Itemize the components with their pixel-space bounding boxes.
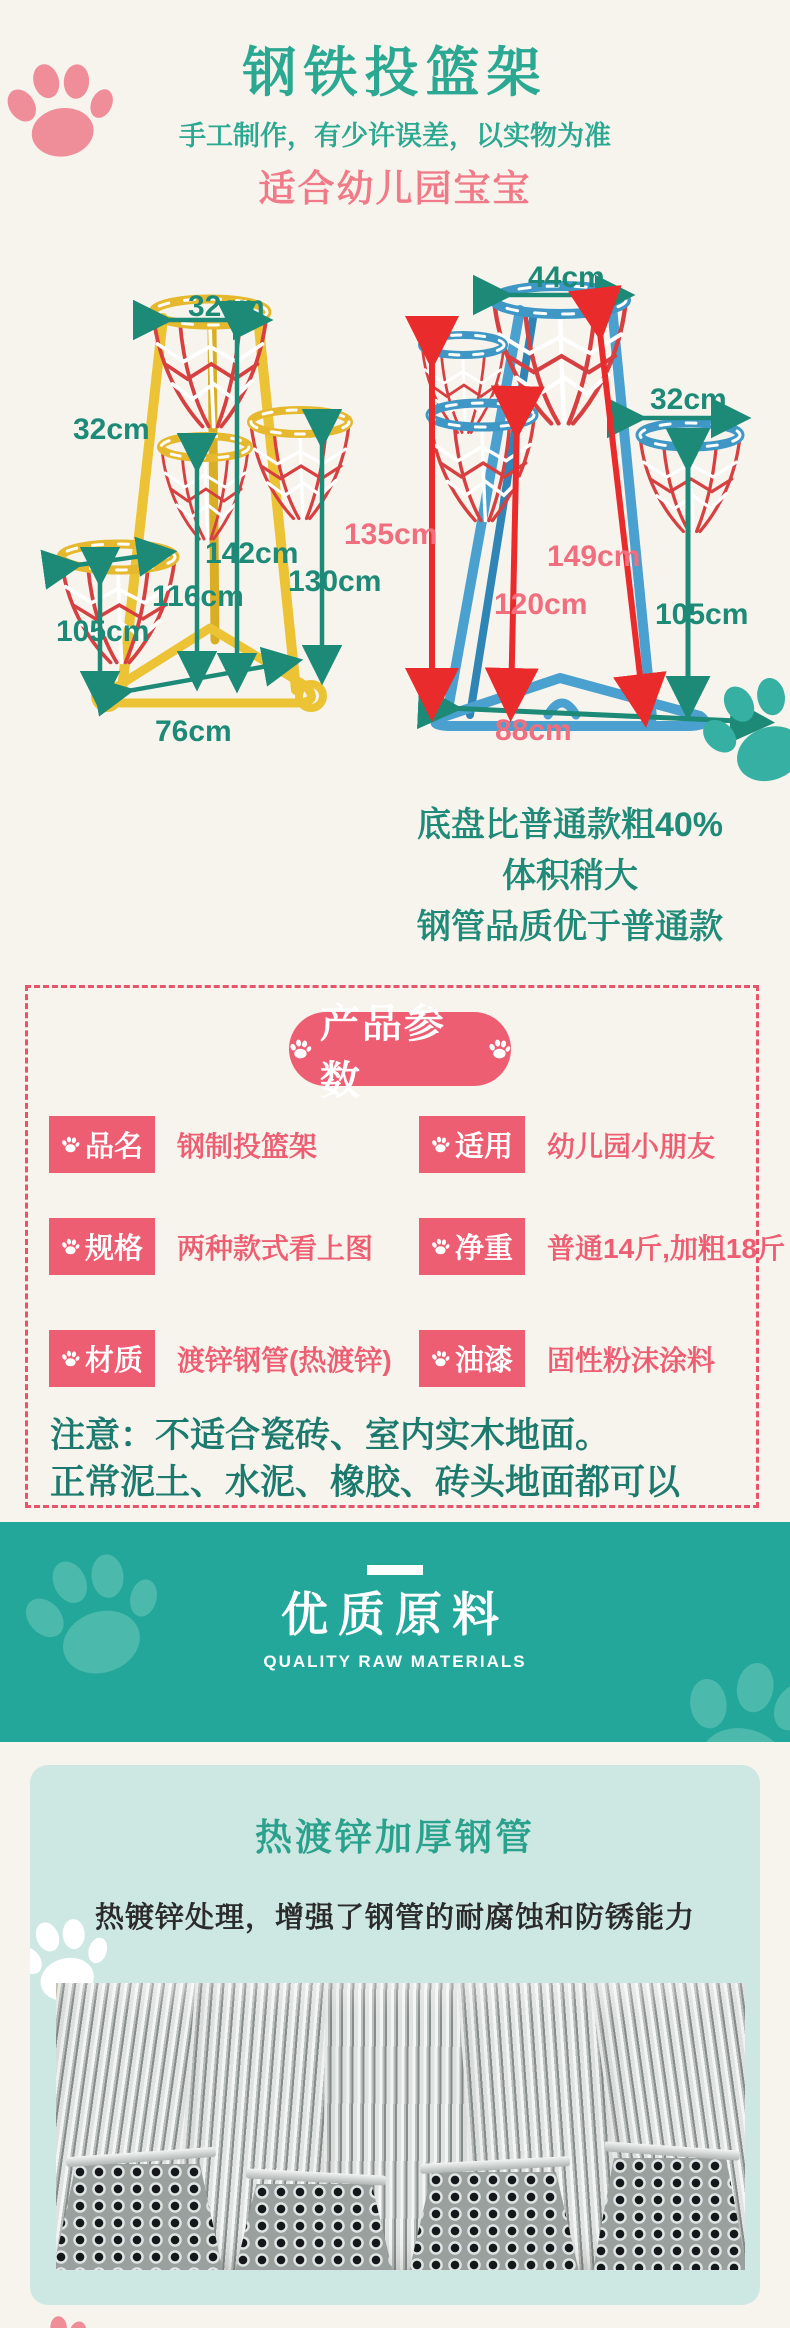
- measure-left-top-width: 32cm: [188, 290, 265, 323]
- audience-note: 适合幼儿园宝宝: [258, 168, 532, 209]
- note-line: 底盘比普通款粗40%: [416, 806, 724, 844]
- paw-icon: [431, 1135, 450, 1154]
- param-label: [49, 1116, 155, 1173]
- param-value: 幼儿园小朋友: [547, 1130, 716, 1162]
- measure-left-hoop-width: 32cm: [73, 413, 150, 446]
- note-line: 体积稍大: [502, 857, 638, 895]
- param-label-text: 净重: [454, 1233, 513, 1265]
- param-row: [49, 1330, 392, 1387]
- page-title: 钢铁投篮架: [242, 43, 548, 103]
- measure-left-height-right: 130cm: [288, 565, 382, 598]
- measure-right-height-center: 149cm: [547, 540, 641, 573]
- param-label: [419, 1330, 525, 1387]
- banner-accent-dash: [367, 1565, 423, 1575]
- pipe-ends: [234, 2184, 394, 2270]
- paw-icon: [289, 1037, 312, 1061]
- param-row: [419, 1218, 785, 1275]
- pipe-ends: [56, 2164, 224, 2270]
- banner-title: 优质原料: [281, 1588, 509, 1641]
- paw-icon: [431, 1237, 450, 1256]
- quality-banner: [0, 1522, 790, 1742]
- paw-icon: [431, 1349, 450, 1368]
- measure-right-hoop-width: 32cm: [650, 383, 727, 416]
- comparison-notes: [340, 800, 790, 953]
- param-row: [49, 1218, 373, 1275]
- measure-left-height-center: 142cm: [205, 537, 299, 570]
- galvanized-pipes-photo: [56, 1983, 745, 2270]
- handmade-note: 手工制作，有少许误差，以实物为准: [179, 121, 611, 151]
- pipe-ends: [408, 2172, 580, 2270]
- params-title: 产品参数: [319, 1002, 446, 1103]
- param-row: [419, 1330, 715, 1387]
- param-label: [419, 1116, 525, 1173]
- param-row: [49, 1116, 317, 1173]
- param-label: [49, 1218, 155, 1275]
- stands-diagram: [0, 210, 790, 760]
- paw-icon: [61, 1349, 80, 1368]
- param-label-text: 规格: [84, 1233, 143, 1265]
- material-heading: 热渡锌加厚钢管: [255, 1817, 535, 1858]
- measure-right-height-left: 135cm: [344, 518, 438, 551]
- params-header-pill: [289, 1002, 511, 1103]
- param-label-text: 材质: [84, 1345, 143, 1377]
- param-label-text: 品名: [84, 1131, 143, 1163]
- banner-subtitle: QUALITY RAW MATERIALS: [263, 1652, 527, 1671]
- param-label-text: 适用: [454, 1131, 513, 1163]
- measure-right-base-width: 88cm: [495, 714, 572, 747]
- param-label: [419, 1218, 525, 1275]
- paw-icon: [21, 2306, 103, 2328]
- right-stand: [422, 286, 740, 726]
- param-value: 两种款式看上图: [177, 1232, 374, 1264]
- param-value: 渡锌钢管(热渡锌): [177, 1344, 392, 1376]
- measure-left-height-mid: 116cm: [152, 580, 244, 613]
- param-label: [49, 1330, 155, 1387]
- pipe-ends: [592, 2158, 745, 2270]
- material-description: 热镀锌处理，增强了钢管的耐腐蚀和防锈能力: [94, 1902, 695, 1934]
- param-value: 钢制投篮架: [177, 1130, 318, 1162]
- param-value: 普通14斤,加粗18斤: [547, 1232, 786, 1264]
- measure-right-height-right: 105cm: [655, 598, 749, 631]
- paw-icon: [61, 1135, 80, 1154]
- paw-icon: [61, 1237, 80, 1256]
- notice-line: 正常泥土、水泥、橡胶、砖头地面都可以: [50, 1463, 681, 1502]
- paw-icon: [488, 1037, 511, 1061]
- measure-left-height-left: 105cm: [56, 615, 150, 648]
- measure-right-height-mid: 120cm: [494, 588, 588, 621]
- notice-line: 注意：不适合瓷砖、室内实木地面。: [50, 1416, 611, 1455]
- material-card: [30, 1765, 760, 2305]
- ground-notice: [50, 1412, 750, 1506]
- param-label-text: 油漆: [454, 1345, 513, 1377]
- param-value: 固性粉沫涂料: [547, 1344, 716, 1376]
- note-line: 钢管品质优于普通款: [417, 908, 723, 946]
- param-row: [419, 1116, 715, 1173]
- measure-left-base-width: 76cm: [155, 715, 232, 748]
- measure-right-top-width: 44cm: [528, 261, 605, 294]
- paw-icon: [651, 1629, 790, 1742]
